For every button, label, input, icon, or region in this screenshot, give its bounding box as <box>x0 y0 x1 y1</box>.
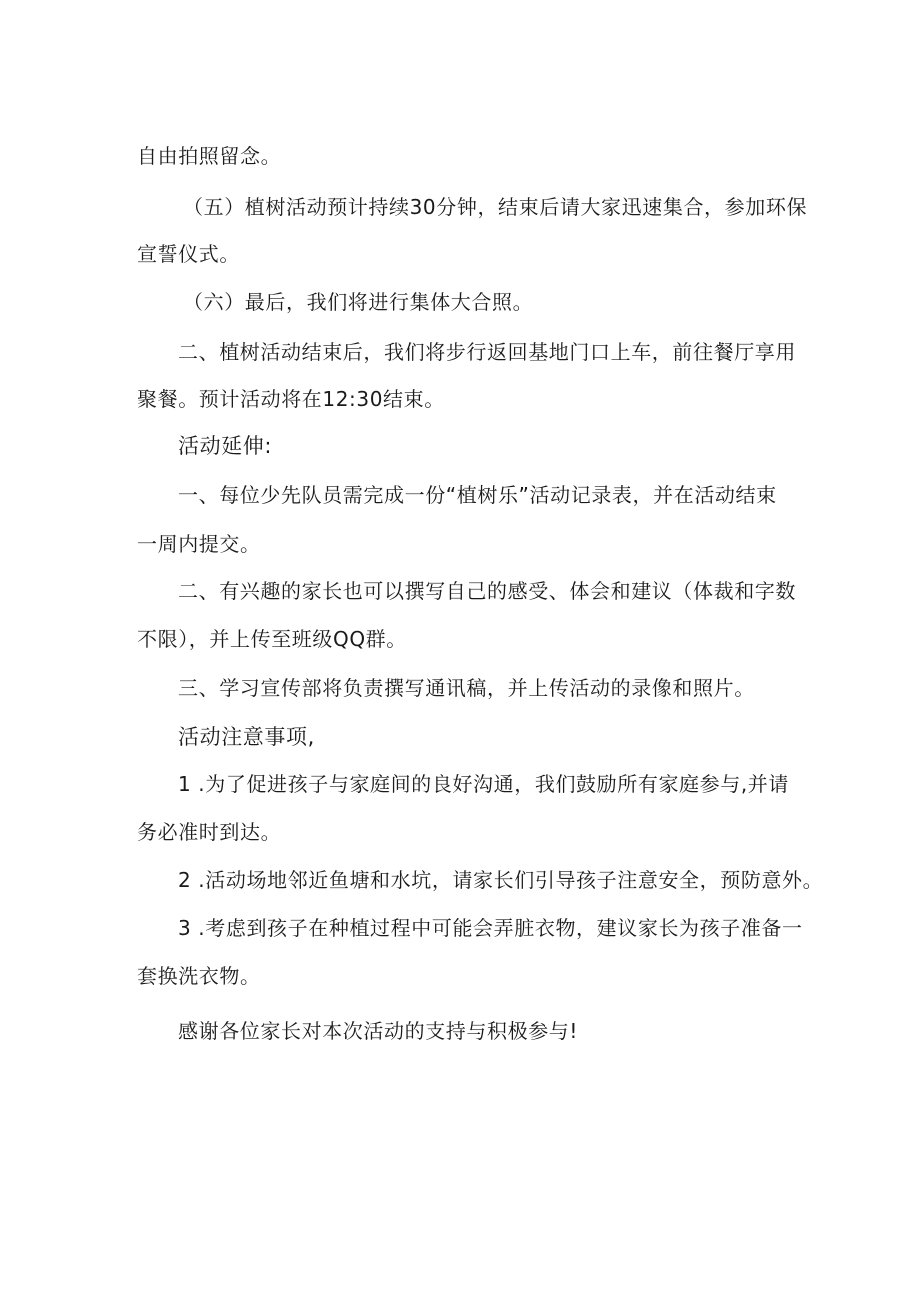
paragraph-line: （六）最后，我们将进行集体大合照。 <box>183 290 534 314</box>
section-heading-notes: 活动注意事项, <box>178 725 315 749</box>
paragraph-line: 一、每位少先队员需完成一份“植树乐”活动记录表，并在活动结束 <box>178 483 777 507</box>
paragraph-line: 不限），并上传至班级QQ群。 <box>137 627 407 651</box>
section-heading-extension: 活动延伸: <box>178 434 273 458</box>
paragraph-line: 三、学习宣传部将负责撰写通讯稿，并上传活动的录像和照片。 <box>178 676 755 700</box>
paragraph-line: 宣誓仪式。 <box>137 242 240 266</box>
paragraph-line: 务必准时到达。 <box>137 820 282 844</box>
paragraph-line: 2 .活动场地邻近鱼塘和水坑，请家长们引导孩子注意安全，预防意外。 <box>178 868 824 892</box>
paragraph-line: 3 .考虑到孩子在种植过程中可能会弄脏衣物，建议家长为孩子准备一 <box>178 916 803 940</box>
paragraph-line: （五）植树活动预计持续30分钟，结束后请大家迅速集合，参加环保 <box>183 195 808 219</box>
paragraph-line: 1 .为了促进孩子与家庭间的良好沟通，我们鼓励所有家庭参与,并请 <box>178 772 789 796</box>
closing-thanks: 感谢各位家长对本次活动的支持与积极参与! <box>178 1019 579 1043</box>
paragraph-line: 一周内提交。 <box>137 532 261 556</box>
paragraph-line: 套换洗衣物。 <box>137 964 261 988</box>
paragraph-line: 二、植树活动结束后，我们将步行返回基地门口上车，前往餐厅享用 <box>178 340 796 364</box>
paragraph-line: 自由拍照留念。 <box>137 144 282 168</box>
paragraph-line: 聚餐。预计活动将在12:30结束。 <box>137 387 445 411</box>
paragraph-line: 二、有兴趣的家长也可以撰写自己的感受、体会和建议（体裁和字数 <box>178 579 796 603</box>
